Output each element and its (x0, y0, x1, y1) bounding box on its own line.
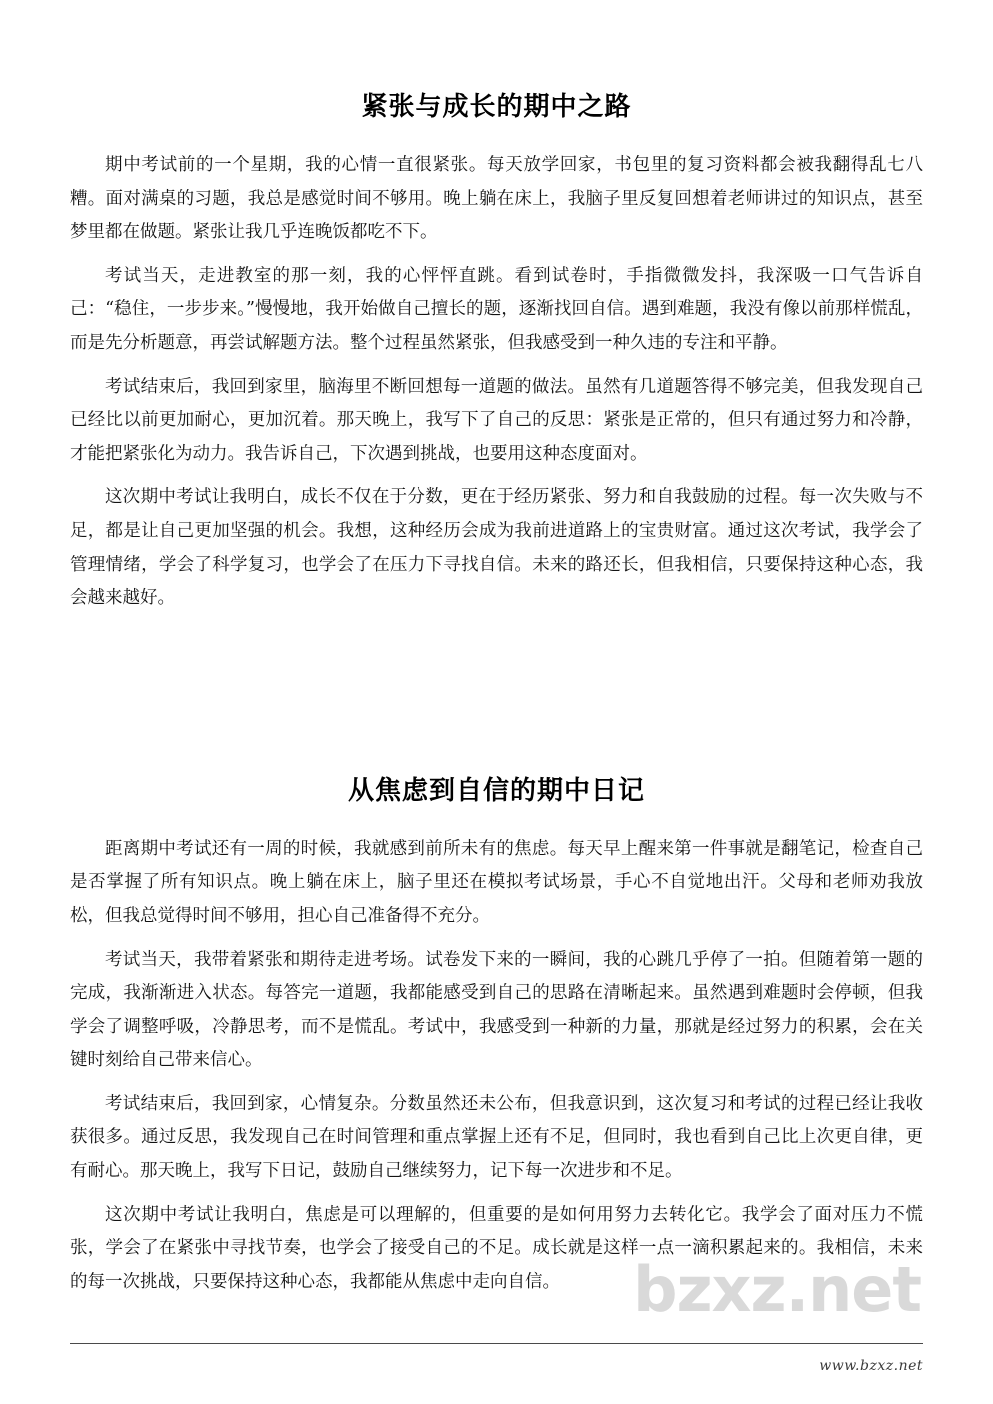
footer-divider (70, 1343, 923, 1344)
paragraph: 这次期中考试让我明白，焦虑是可以理解的，但重要的是如何用努力去转化它。我学会了面对压力不慌张，学会了在紧张中寻找节奏，也学会了接受自己的不足。成长就是这样一点一滴积累起来的。我相信，未来的每一次挑战，只要保持这种心态，我都能从焦虑中走向自信。 (70, 1204, 923, 1292)
article-first (70, 86, 923, 616)
paragraph: 期中考试前的一个星期，我的心情一直很紧张。每天放学回家，书包里的复习资料都会被我翻得乱七八糟。面对满桌的习题，我总是感觉时间不够用。晚上躺在床上，我脑子里反复回想着老师讲过的知识点，甚至梦里都在做题。紧张让我几乎连晚饭都吃不下。 (70, 155, 923, 243)
footer-url: www.bzxz.net (819, 1358, 923, 1374)
watermark: bzxz.net (633, 1253, 921, 1326)
paragraph: 考试当天，走进教室的那一刻，我的心怦怦直跳。看到试卷时，手指微微发抖，我深吸一口气告诉自己：“稳住，一步步来。”慢慢地，我开始做自己擅长的题，逐渐找回自信。遇到难题，我没有像以前那样慌乱，而是先分析题意，再尝试解题方法。整个过程虽然紧张，但我感受到一种久违的专注和平静。 (70, 265, 923, 353)
paragraph: 考试结束后，我回到家里，脑海里不断回想每一道题的做法。虽然有几道题答得不够完美，但我发现自己已经比以前更加耐心，更加沉着。那天晚上，我写下了自己的反思：紧张是正常的，但只有通过努力和冷静，才能把紧张化为动力。我告诉自己，下次遇到挑战，也要用这种态度面对。 (70, 376, 923, 464)
paragraph: 这次期中考试让我明白，成长不仅在于分数，更在于经历紧张、努力和自我鼓励的过程。每一次失败与不足，都是让自己更加坚强的机会。我想，这种经历会成为我前进道路上的宝贵财富。通过这次考试，我学会了管理情绪，学会了科学复习，也学会了在压力下寻找自信。未来的路还长，但我相信，只要保持这种心态，我会越来越好。 (70, 487, 923, 609)
article-second (70, 770, 923, 1300)
section-spacer (70, 626, 923, 660)
page-title-first: 紧张与成长的期中之路 (361, 92, 632, 122)
paragraph: 距离期中考试还有一周的时候，我就感到前所未有的焦虑。每天早上醒来第一件事就是翻笔记，检查自己是否掌握了所有知识点。晚上躺在床上，脑子里还在模拟考试场景，手心不自觉地出汗。父母和老师劝我放松，但我总觉得时间不够用，担心自己准备得不充分。 (70, 838, 923, 926)
page-title-second: 从焦虑到自信的期中日记 (347, 775, 645, 806)
paragraph: 考试结束后，我回到家，心情复杂。分数虽然还未公布，但我意识到，这次复习和考试的过程已经让我收获很多。通过反思，我发现自己在时间管理和重点掌握上还有不足，但同时，我也看到自己比上次更自律，更有耐心。那天晚上，我写下日记，鼓励自己继续努力，记下每一次进步和不足。 (70, 1093, 923, 1182)
paragraph: 考试当天，我带着紧张和期待走进考场。试卷发下来的一瞬间，我的心跳几乎停了一拍。但随着第一题的完成，我渐渐进入状态。每答完一道题，我都能感受到自己的思路在清晰起来。虽然遇到难题时会停顿，但我学会了调整呼吸，冷静思考，而不是慌乱。考试中，我感受到一种新的力量，那就是经过努力的积累，会在关键时刻给自己带来信心。 (70, 949, 923, 1071)
